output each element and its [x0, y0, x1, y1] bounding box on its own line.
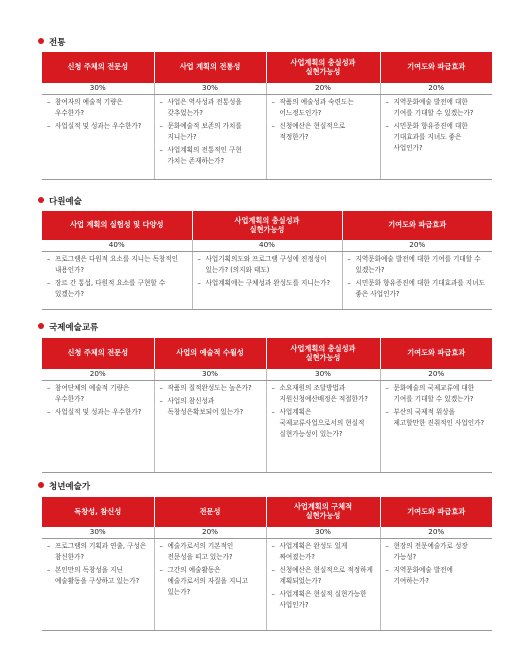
weight-cell: 30% — [154, 82, 266, 94]
question-cell — [42, 251, 192, 309]
question-item: – 작품의 질적완성도는 높은가? — [160, 383, 261, 394]
weight-cell: 30% — [42, 526, 154, 538]
question-item: – 사업계획은 국제교류사업으로서의 현실적 실현가능성이 있는가? — [272, 407, 375, 440]
question-item: – 문화예술적 보존의 가치를 지니는가? — [160, 121, 261, 143]
column-header: 기여도와 파급효과 — [342, 211, 492, 239]
question-item: – 부산의 국제적 위상을 제고할만한 진취적인 사업인가? — [386, 407, 488, 429]
question-item: – 시민문화 향유증진에 대한 기대효과를 지녀도 좋은 사업인가? — [348, 278, 488, 300]
criteria-table — [42, 52, 492, 180]
question-cell — [42, 94, 154, 179]
column-header: 신청 주체의 전문성 — [42, 52, 154, 82]
question-cell — [266, 94, 380, 179]
question-cell — [154, 94, 266, 179]
question-item: – 사업은 역사성과 전통성을 갖추었는가? — [160, 97, 261, 119]
question-item: – 장르 간 통섭, 다원적 요소를 구현할 수 있겠는가? — [47, 278, 187, 300]
question-cell — [42, 538, 154, 630]
section-title — [38, 321, 98, 333]
question-item: – 사업기획의도와 프로그램 구성에 진정성이 있는가? (의지와 태도) — [198, 254, 337, 276]
question-item: – 지역문화예술 발전에 대한 기여를 기대할 수 있겠는가? — [386, 97, 488, 119]
question-item: – 사업실적 및 성과는 우수한가? — [47, 121, 149, 132]
column-header: 기여도와 파급효과 — [380, 497, 492, 526]
question-cell — [380, 94, 492, 179]
weight-cell: 40% — [192, 239, 342, 251]
question-item: – 본인만의 독창성을 지닌 예술활동을 구상하고 있는가? — [47, 565, 149, 587]
column-header: 사업의 예술적 수월성 — [154, 338, 266, 368]
weight-cell: 30% — [266, 526, 380, 538]
question-item: – 작품의 예술성과 숙련도는 어느정도인가? — [272, 97, 375, 119]
weight-cell: 30% — [266, 368, 380, 380]
question-item: – 사업계획은 현실적 실현가능한 사업인가? — [272, 589, 375, 611]
section-title-text: 전통 — [49, 38, 66, 48]
question-cell — [154, 380, 266, 472]
weight-cell: 20% — [154, 526, 266, 538]
section-title-text: 다원예술 — [49, 197, 82, 207]
question-item: – 지역문화예술 발전에 대한 기여를 기대할 수 있겠는가? — [348, 254, 488, 276]
column-header: 신청 주체의 전문성 — [42, 338, 154, 368]
criteria-table — [42, 338, 492, 473]
weight-cell: 40% — [42, 239, 192, 251]
question-cell — [192, 251, 342, 309]
question-item: – 사업의 참신성과 독창성은확보되어 있는가? — [160, 396, 261, 418]
question-item: – 시민문화 향유증진에 대한 기대효과를 지녀도 좋은 사업인가? — [386, 121, 488, 154]
question-item: – 지역문화예술 발전에 기여하는가? — [386, 565, 488, 587]
question-item: – 프로그램의 기획과 연출, 구성은 참신한가? — [47, 541, 149, 563]
weight-cell: 20% — [380, 526, 492, 538]
column-header: 기여도와 파급효과 — [380, 52, 492, 82]
column-header: 사업 계획의 전통성 — [154, 52, 266, 82]
section-title-text: 국제예술교류 — [49, 323, 99, 333]
question-item: – 참여단체의 예술적 기량은 우수한가? — [47, 383, 149, 405]
question-item: – 프로그램은 다원적 요소를 지니는 독창적인 내용인가? — [47, 254, 187, 276]
criteria-table — [42, 497, 492, 631]
bullet-dot-icon — [38, 197, 44, 203]
bullet-dot-icon — [38, 482, 44, 488]
section-title — [38, 480, 90, 492]
criteria-table — [42, 211, 492, 310]
section-title — [38, 195, 82, 207]
question-item: – 신청예산은 현실적으로 적정하게 계획되었는가? — [272, 565, 375, 587]
question-item: – 사업계획의 전통적인 구현 가치는 존재하는가? — [160, 145, 261, 167]
weight-cell: 20% — [42, 368, 154, 380]
question-item: – 사업실적 및 성과는 우수한가? — [47, 407, 149, 418]
question-cell — [154, 538, 266, 630]
question-cell — [42, 380, 154, 472]
question-item: – 참여자의 예술적 기량은 우수한가? — [47, 97, 149, 119]
question-cell — [266, 380, 380, 472]
section-title-text: 청년예술가 — [49, 482, 91, 492]
question-item: – 현장의 전문예술가로 성장 가능성? — [386, 541, 488, 563]
question-cell — [342, 251, 492, 309]
column-header: 사업계획의 충실성과 실현가능성 — [266, 338, 380, 368]
question-item: – 예술가로서의 기본적인 전문성을 띠고 있는가? — [160, 541, 261, 563]
weight-cell: 20% — [342, 239, 492, 251]
section-title — [38, 36, 65, 48]
question-item: – 그간의 예술활동은 예술가로서의 자질을 지니고 있는가? — [160, 565, 261, 598]
question-cell — [266, 538, 380, 630]
question-cell — [380, 538, 492, 630]
column-header: 전문성 — [154, 497, 266, 526]
question-item: – 문화예술의 국제교류에 대한 기여를 기대할 수 있겠는가? — [386, 383, 488, 405]
column-header: 사업계획의 충실성과 실현가능성 — [192, 211, 342, 239]
weight-cell: 30% — [42, 82, 154, 94]
weight-cell: 20% — [380, 368, 492, 380]
weight-cell: 30% — [154, 368, 266, 380]
column-header: 사업계획의 충실성과 실현가능성 — [266, 52, 380, 82]
column-header: 사업 계획의 실험성 및 다양성 — [42, 211, 192, 239]
weight-cell: 20% — [266, 82, 380, 94]
column-header: 독창성, 참신성 — [42, 497, 154, 526]
column-header: 사업계획의 구체적 실현가능성 — [266, 497, 380, 526]
question-item: – 사업계획은 완성도 있게 짜여졌는가? — [272, 541, 375, 563]
question-item: – 신청예산은 현실적으로 적정한가? — [272, 121, 375, 143]
question-cell — [380, 380, 492, 472]
question-item: – 소요재원의 조달방법과 지원신청예산배정은 적절한가? — [272, 383, 375, 405]
question-item: – 사업계획에는 구체성과 완성도를 지니는가? — [198, 278, 337, 289]
bullet-dot-icon — [38, 323, 44, 329]
weight-cell: 20% — [380, 82, 492, 94]
column-header: 기여도와 파급효과 — [380, 338, 492, 368]
bullet-dot-icon — [38, 38, 44, 44]
